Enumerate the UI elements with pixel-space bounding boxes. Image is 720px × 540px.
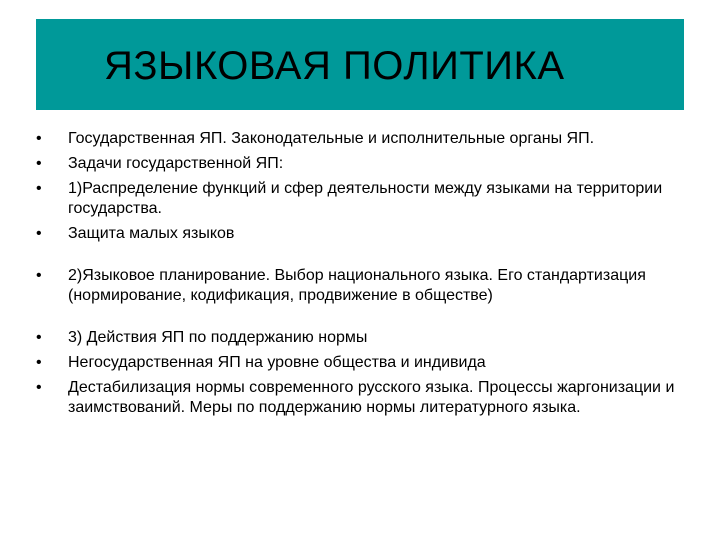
bullet-text: Дестабилизация нормы современного русского языка. Процессы жаргонизации и заимствований. Меры по поддержанию нормы литературного языка. bbox=[68, 379, 675, 416]
bullet-item bbox=[36, 154, 676, 174]
bullet-text: Государственная ЯП. Законодательные и исполнительные органы ЯП. bbox=[68, 130, 595, 147]
bullet-marker: • bbox=[36, 180, 42, 197]
bullet-text: 3) Действия ЯП по поддержанию нормы bbox=[68, 329, 368, 346]
slide-title: ЯЗЫКОВАЯ ПОЛИТИКА bbox=[104, 44, 565, 88]
bullet-marker: • bbox=[36, 379, 42, 396]
bullet-item bbox=[36, 129, 676, 149]
bullet-marker: • bbox=[36, 267, 42, 284]
bullet-marker: • bbox=[36, 354, 42, 371]
bullet-item bbox=[36, 179, 676, 219]
bullet-text: Задачи государственной ЯП: bbox=[68, 155, 284, 172]
bullet-item bbox=[36, 378, 676, 418]
bullet-marker: • bbox=[36, 225, 42, 242]
bullet-item bbox=[36, 224, 676, 244]
bullet-text: 2)Языковое планирование. Выбор национального языка. Его стандартизация (нормирование, кодификация, продвижение в обществе) bbox=[68, 267, 646, 304]
spacer bbox=[36, 244, 676, 266]
bullet-marker: • bbox=[36, 130, 42, 147]
spacer bbox=[36, 306, 676, 328]
bullet-item bbox=[36, 353, 676, 373]
bullet-text: Защита малых языков bbox=[68, 225, 235, 242]
bullet-item bbox=[36, 266, 676, 306]
bullet-marker: • bbox=[36, 329, 42, 346]
bullet-marker: • bbox=[36, 155, 42, 172]
bullet-list bbox=[36, 129, 676, 418]
title-band bbox=[36, 19, 684, 110]
bullet-text: Негосударственная ЯП на уровне общества и индивида bbox=[68, 354, 486, 371]
bullet-text: 1)Распределение функций и сфер деятельности между языками на территории государства. bbox=[68, 180, 663, 217]
bullet-item bbox=[36, 328, 676, 348]
